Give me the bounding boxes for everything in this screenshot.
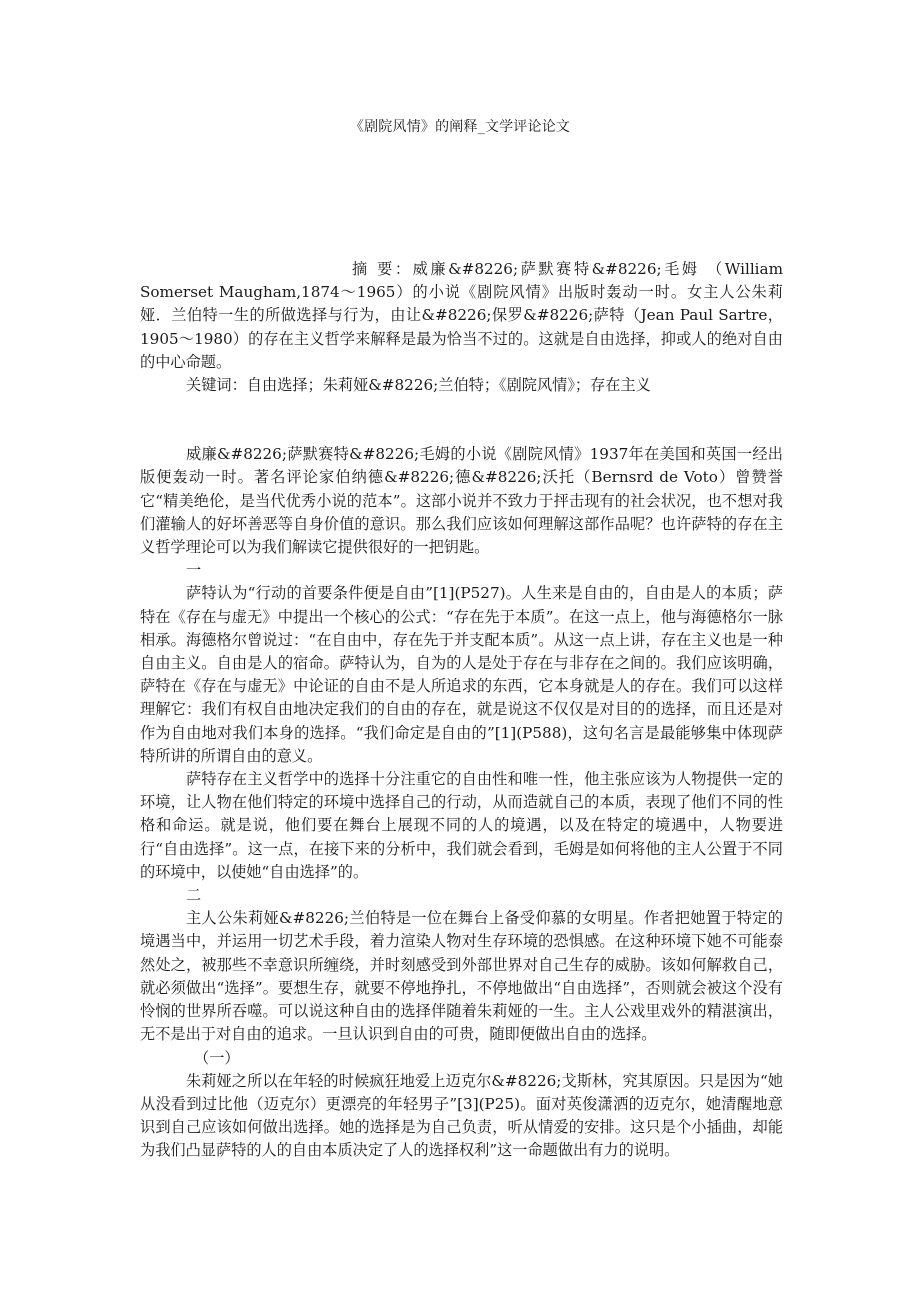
main-text [140,443,783,1162]
section-2-paragraph-1: 主人公朱莉娅&#8226;兰伯特是一位在舞台上备受仰慕的女明星。作者把她置于特定的境遇当中，并运用一切艺术手段，着力渲染人物对生存环境的恐惧感。在这种环境下她不可能泰然处之，被那些不幸意识所缠绕，并时刻感受到外部世界对自己生存的威胁。该如何解救自己，就必须做出“选择”。要想生存，就要不停地挣扎，不停地做出“自由选择”，否则就会被这个没有怜悯的世界所吞噬。可以说这种自由的选择伴随着朱莉娅的一生。主人公戏里戏外的精湛演出，无不是出于对自由的追求。一旦认识到自由的可贵，随即便做出自由的选择。 [140,909,783,1044]
document-title: 《剧院风情》的阐释_文学评论论文 [349,119,571,135]
document-body [140,258,783,1163]
section-1-heading: 一 [186,561,202,580]
subsection-1-paragraph-1: 朱莉娅之所以在年轻的时候疯狂地爱上迈克尔&#8226;戈斯林，究其原因。只是因为“她从没看到过比他（迈克尔）更漂亮的年轻男子”[3](P25)。面对英俊潇洒的迈克尔，她清醒地意识到自己应该如何做出选择。她的选择是为自己负责，听从情爱的安排。这只是个小插曲，却能为我们凸显萨特的人的自由本质决定了人的选择权利”这一命题做出有力的说明。 [140,1071,783,1160]
section-1-paragraph-1: 萨特认为“行动的首要条件便是自由”[1](P527)。人生来是自由的，自由是人的本质；萨特在《存在与虚无》中提出一个核心的公式：“存在先于本质”。在这一点上，他与海德格尔一脉相承。海德格尔曾说过：“在自由中，存在先于并支配本质”。从这一点上讲，存在主义也是一种自由主义。自由是人的宿命。萨特认为，自为的人是处于存在与非存在之间的。我们应该明确，萨特在《存在与虚无》中论证的自由不是人所追求的东西，它本身就是人的存在。我们可以这样理解它：我们有权自由地决定我们的自由的存在，就是说这不仅仅是对目的的选择，而且还是对作为自由地对我们本身的选择。“我们命定是自由的”[1](P588)，这句名言是最能够集中体现萨特所讲的所谓自由的意义。 [140,584,783,765]
keywords-line: 关键词：自由选择；朱莉娅&#8226;兰伯特；《剧院风情》；存在主义 [186,376,651,395]
abstract-paragraph: 摘 要：威廉&#8226;萨默赛特&#8226;毛姆 （William Somerset Maugham,1874～1965）的小说《剧院风情》出版时轰动一时。女主人公朱莉娅．兰伯特一生的所做选择与行为，由让&#8226;保罗&#8226;萨特（Jean Paul Sartre，1905～1980）的存在主义哲学来解释是最为恰当不过的。这就是自由选择，抑或人的绝对自由的中心命题。 [140,260,783,371]
section-2-heading: 二 [186,886,202,905]
intro-paragraph: 威廉&#8226;萨默赛特&#8226;毛姆的小说《剧院风情》1937年在美国和英国一经出版便轰动一时。著名评论家伯纳德&#8226;德&#8226;沃托（Bernsrd de Voto）曾赞誉它“精美绝伦，是当代优秀小说的范本”。这部小说并不致力于抨击现有的社会状况，也不想对我们灌输人的好坏善恶等自身价值的意识。那么我们应该如何理解这部作品呢？也许萨特的存在主义哲学理论可以为我们解读它提供很好的一把钥匙。 [140,445,783,557]
subsection-1-heading: （一） [194,1048,240,1067]
section-1-paragraph-2: 萨特存在主义哲学中的选择十分注重它的自由性和唯一性，他主张应该为人物提供一定的环境，让人物在他们特定的环境中选择自己的行动，从而造就自己的本质，表现了他们不同的性格和命运。就是说，他们要在舞台上展现不同的人的境遇，以及在特定的境遇中，人物要进行“自由选择”。这一点，在接下来的分析中，我们就会看到，毛姆是如何将他的主人公置于不同的环境中，以使她“自由选择”的。 [140,770,783,881]
